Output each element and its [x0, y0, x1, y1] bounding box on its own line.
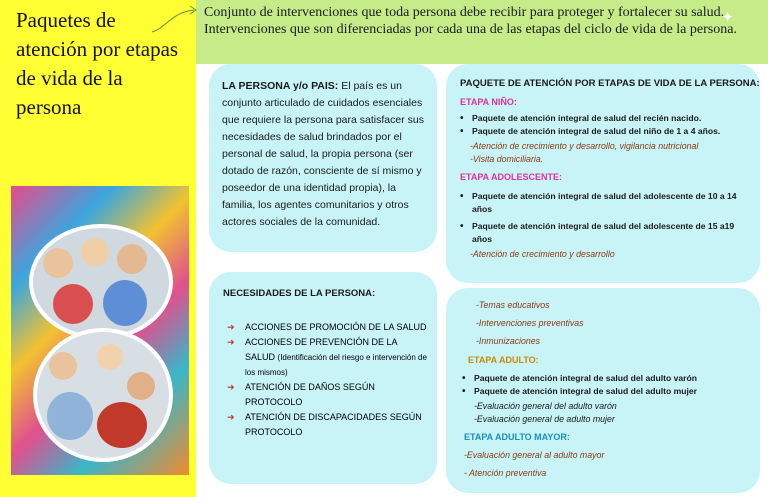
- adulto-bullets: [460, 372, 750, 398]
- adolescente-cont-3: -Inmunizaciones: [476, 336, 541, 346]
- adolescente-cont-1: -Temas educativos: [476, 300, 550, 310]
- illustration-clinic-oval: [33, 328, 173, 462]
- paquete-heading: PAQUETE DE ATENCIÓN POR ETAPAS DE VIDA DE LA PERSONA:: [460, 78, 760, 89]
- persona-card: [209, 64, 437, 252]
- needs-item: ➜ ACCIONES DE PROMOCIÓN DE LA SALUD: [227, 320, 427, 335]
- bullet-arrow-icon: ➜: [227, 337, 235, 347]
- adulto-mayor-note-2: - Atención preventiva: [464, 468, 547, 478]
- bullet-arrow-icon: ➜: [227, 322, 235, 332]
- page-title: Paquetes de atención por etapas de vida de la persona: [16, 8, 179, 119]
- needs-card: [209, 272, 437, 484]
- bullet-arrow-icon: ➜: [227, 412, 235, 422]
- adulto-note-1: -Evaluación general del adulto varón: [474, 401, 617, 411]
- needs-item: ➜ ATENCIÓN DE DISCAPACIDADES SEGÚN PROTOCOLO: [227, 412, 422, 437]
- list-item: • Paquete de atención integral de salud del adulto varón: [460, 372, 750, 385]
- needs-list: [227, 320, 427, 440]
- paquete-card-continued: [446, 288, 760, 493]
- list-item: • Paquete de atención integral de salud del adulto mujer: [460, 385, 750, 398]
- banner-line-2: Intervenciones que son diferenciadas por cada una de las etapas del ciclo de vida de la persona.: [204, 22, 737, 37]
- stage-adolescente-label: ETAPA ADOLESCENTE:: [460, 172, 563, 182]
- adolescente-note: -Atención de crecimiento y desarrollo: [470, 249, 615, 259]
- family-illustration: [11, 186, 189, 475]
- persona-text: El país es un conjunto articulado de cuidados esenciales que requiere la persona para satisfacer sus necesidades de salud brindados por el personal de salud, la propia persona (ser dotado de razón, consciente de sí mismo y poseedor de una identidad propia), la familia, los agentes comunitarios y otros actores sociales de la comunidad.: [222, 80, 424, 228]
- nino-bullets: [458, 112, 754, 138]
- adulto-mayor-note-1: -Evaluación general al adulto mayor: [464, 450, 605, 460]
- paquete-card: [446, 64, 760, 283]
- connector-arrow-icon: [150, 2, 200, 34]
- stage-adulto-label: ETAPA ADULTO:: [468, 355, 539, 365]
- list-item: • Paquete de atención integral de salud del adolescente de 10 a 14 años: [458, 190, 740, 216]
- needs-item: ➜ ATENCIÓN DE DAÑOS SEGÚN PROTOCOLO: [227, 382, 375, 407]
- list-item: • Paquete de atención integral de salud del recién nacido.: [458, 112, 754, 125]
- illustration-family-oval: [29, 224, 173, 340]
- persona-heading: LA PERSONA y/o PAIS:: [222, 80, 339, 92]
- adulto-note-2: -Evaluación general de adulto mujer: [474, 414, 615, 424]
- banner-line-1: Conjunto de intervenciones que toda persona debe recibir para proteger y fortalecer su salud.: [204, 5, 725, 20]
- list-item: • Paquete de atención integral de salud del adolescente de 15 a19 años: [458, 220, 740, 246]
- list-item: • Paquete de atención integral de salud del niño de 1 a 4 años.: [458, 125, 754, 138]
- bullet-arrow-icon: ➜: [227, 382, 235, 392]
- adolescente-cont-2: -Intervenciones preventivas: [476, 318, 584, 328]
- adolescente-bullets: [458, 190, 740, 246]
- sparkle-icon: ✦: [721, 9, 734, 26]
- nino-note-2: -Visita domiciliaria.: [470, 154, 544, 164]
- definition-banner: [196, 0, 768, 64]
- needs-item: ➜ ACCIONES DE PREVENCIÓN DE LA SALUD (Identificación del riesgo e intervención de los mismos): [227, 337, 427, 377]
- stage-adulto-mayor-label: ETAPA ADULTO MAYOR:: [464, 432, 570, 442]
- stage-nino-label: ETAPA NIÑO:: [460, 97, 517, 107]
- needs-heading: NECESIDADES DE LA PERSONA:: [223, 288, 376, 299]
- nino-note-1: -Atención de crecimiento y desarrollo, vigilancia nutricional: [470, 141, 699, 151]
